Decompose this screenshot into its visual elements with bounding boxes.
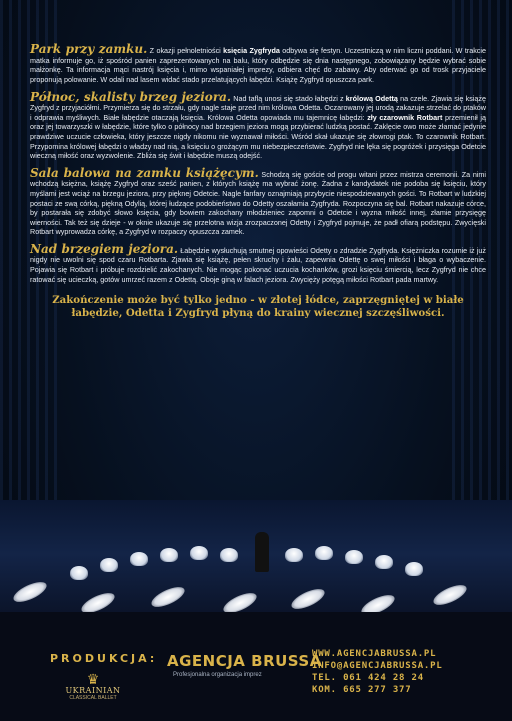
section-highlight: królową Odettą (345, 93, 398, 103)
swan-dancer (315, 546, 333, 560)
mobile-number: KOM. 665 277 377 (312, 685, 412, 695)
footer (0, 612, 512, 721)
section-text: Z okazji pełnoletniości (149, 46, 224, 56)
section-heading: Sala balowa na zamku książęcym. (30, 165, 259, 180)
swan-dancer (375, 555, 393, 569)
swan-dancer (285, 548, 303, 562)
section-highlight: księcia Zygfryda (223, 46, 280, 56)
synopsis-content (30, 38, 486, 330)
swan-dancer (70, 566, 88, 580)
phone-number: TEL. 061 424 28 24 (312, 673, 424, 683)
email-link[interactable]: INFO@AGENCJABRUSSA.PL (312, 661, 443, 671)
section-heading: Park przy zamku. (30, 42, 148, 57)
swan-dancer (130, 552, 148, 566)
principal-dancer (255, 532, 269, 572)
agency-tagline: Profesjonalna organizacja imprez (173, 672, 262, 678)
production-label: PRODUKCJA: (50, 652, 158, 665)
section-text: odbywa się festyn. Uczestniczą w nim liczni poddani. W trakcie matka informuje go, iż spośród panien zaprezentowanych na balu, który odbędzie się dnia następnego, zobowiązany będzie wybrać sobie małżonkę. Ta informacja mąci nastrój księcia i, mimo wspaniałej imprezy, odbiera chęć do zabawy. Aby oderwać go od trosk przyjaciele proponują polowanie. W odali nad lasem widać stado przelatujących łabędzi. Książę Zygfryd opuszcza park. (30, 46, 486, 84)
section-text: Schodzą się goście od progu witani przez mistrza ceremonii. Za nimi wchodzą księżna, książę Zygfryd oraz sześć panien, z których książę ma wybrać żonę. Żadna z kandydatek nie podoba się księciu, który myślami jest wciąż na brzegu jeziora, przy pięknej Odetcie. Nagle fanfary oznajmiają przybycie niespodziewanych gości. To Rotbart w ludzkiej postaci ze swą córką, piękną Odylią, której łudzące podobieństwo do Odetty oszałamia Zygfryda. Rozpoczyna się bal. Rotbart nakazuje córce, by postarała się zdobyć słowo księcia, gdy bowiem zakochany młodzieniec zapomni o Odetcie i wyzna miłość innej, złamie przysięgę wierności. Tak też się dzieje - w oknie ukazuje się przelotna wizja zrozpaczonej Odetty i Zygfryd pojmuje, że padł ofiarą podstępu. Zwycięski Rotbart wyprowadza córkę, a Zygfryd w rozpaczy opuszcza zamek. (30, 169, 486, 237)
section-text: Łabędzie wysłuchują smutnej opowieści Odetty o zdradzie Zygfryda. Księżniczka rozumie iż już nigdy nie uwolni się spod czaru Rotbarta. Zjawia się książę, pełen skruchy i żalu, zapewnia Odettę o swej miłości i błaga o wybaczenie. Pojawia się Rotbart i próbuje rozdzielić zakochanych. Nie mogąc pokonać uczucia kochanków, grozi księciu śmiercią, lecz Zygfryd nie chce ratować się ucieczką, gotów umrzeć razem z Odettą. Oboje giną w falach jeziora. Zwycięży potęgą miłości Rotbart pada martwy. (30, 245, 487, 284)
ukrainian-logo-text: UKRAINIAN (65, 686, 121, 695)
swan-dancer (345, 550, 363, 564)
swan-dancer (160, 548, 178, 562)
section-text: przemienił ją oraz jej towarzyszki w łabędzie, które tylko o północy nad brzegiem jeziora mogą przybierać ludzką postać. Zaklęcie owo może złamać jedynie prawdziwe uczucie człowieka, który jeszcze nigdy nikomu nie wyznawał miłości. Wśród skał ukazuje się złowrogi ptak. To czarownik Rotbart. Przypomina królowej łabędzi o władzy nad nią, a księciu o grożącym mu niebezpieczeństwie. Zygfryd nie lęka się pogróżek i przysięga Odetcie wieczną miłość oraz wyzwolenie. Zbliża się świt i łabędzie muszą odejść. (30, 112, 487, 161)
section-highlight: zły czarownik Rotbart (367, 112, 443, 122)
closing-statement: Zakończenie może być tylko jedno - w złotej łódce, zaprzęgniętej w białe łabędzie, Odetta i Zygfryd płyną do krainy wiecznej szczęśliwości. (52, 294, 464, 320)
section-lake-night (30, 89, 487, 161)
section-lakeshore (30, 241, 487, 284)
section-text: Nad taflą unosi się stado łabędzi z (233, 93, 346, 103)
ukrainian-ballet-logo (58, 672, 128, 720)
section-park (30, 42, 486, 84)
crown-icon: ♛ (86, 671, 100, 687)
section-text: na czele. Zjawia się książę Zygfryd z przyjaciółmi. Przymierza się do strzału, gdy nagle staje przed nim królowa Odetta. Oczarowany jej urodą zakazuje strzelać do ptaków i odprawia myśliwych. Białe łabędzie otaczają księcia. Królowa Odetta opowiada mu tajemnicę łabędzi: (30, 93, 486, 122)
section-heading: Nad brzegiem jeziora. (30, 241, 179, 256)
swan-dancer (405, 562, 423, 576)
swan-dancer (100, 558, 118, 572)
section-heading: Północ, skalisty brzeg jeziora. (30, 89, 232, 104)
contact-info (312, 648, 443, 696)
section-ballroom (30, 165, 486, 237)
swan-dancer (220, 548, 238, 562)
ukrainian-logo-subtext: CLASSICAL BALLET (69, 695, 117, 701)
swan-dancer (190, 546, 208, 560)
agency-name: AGENCJA BRUSSA (167, 652, 322, 670)
website-link[interactable]: WWW.AGENCJABRUSSA.PL (312, 649, 437, 659)
